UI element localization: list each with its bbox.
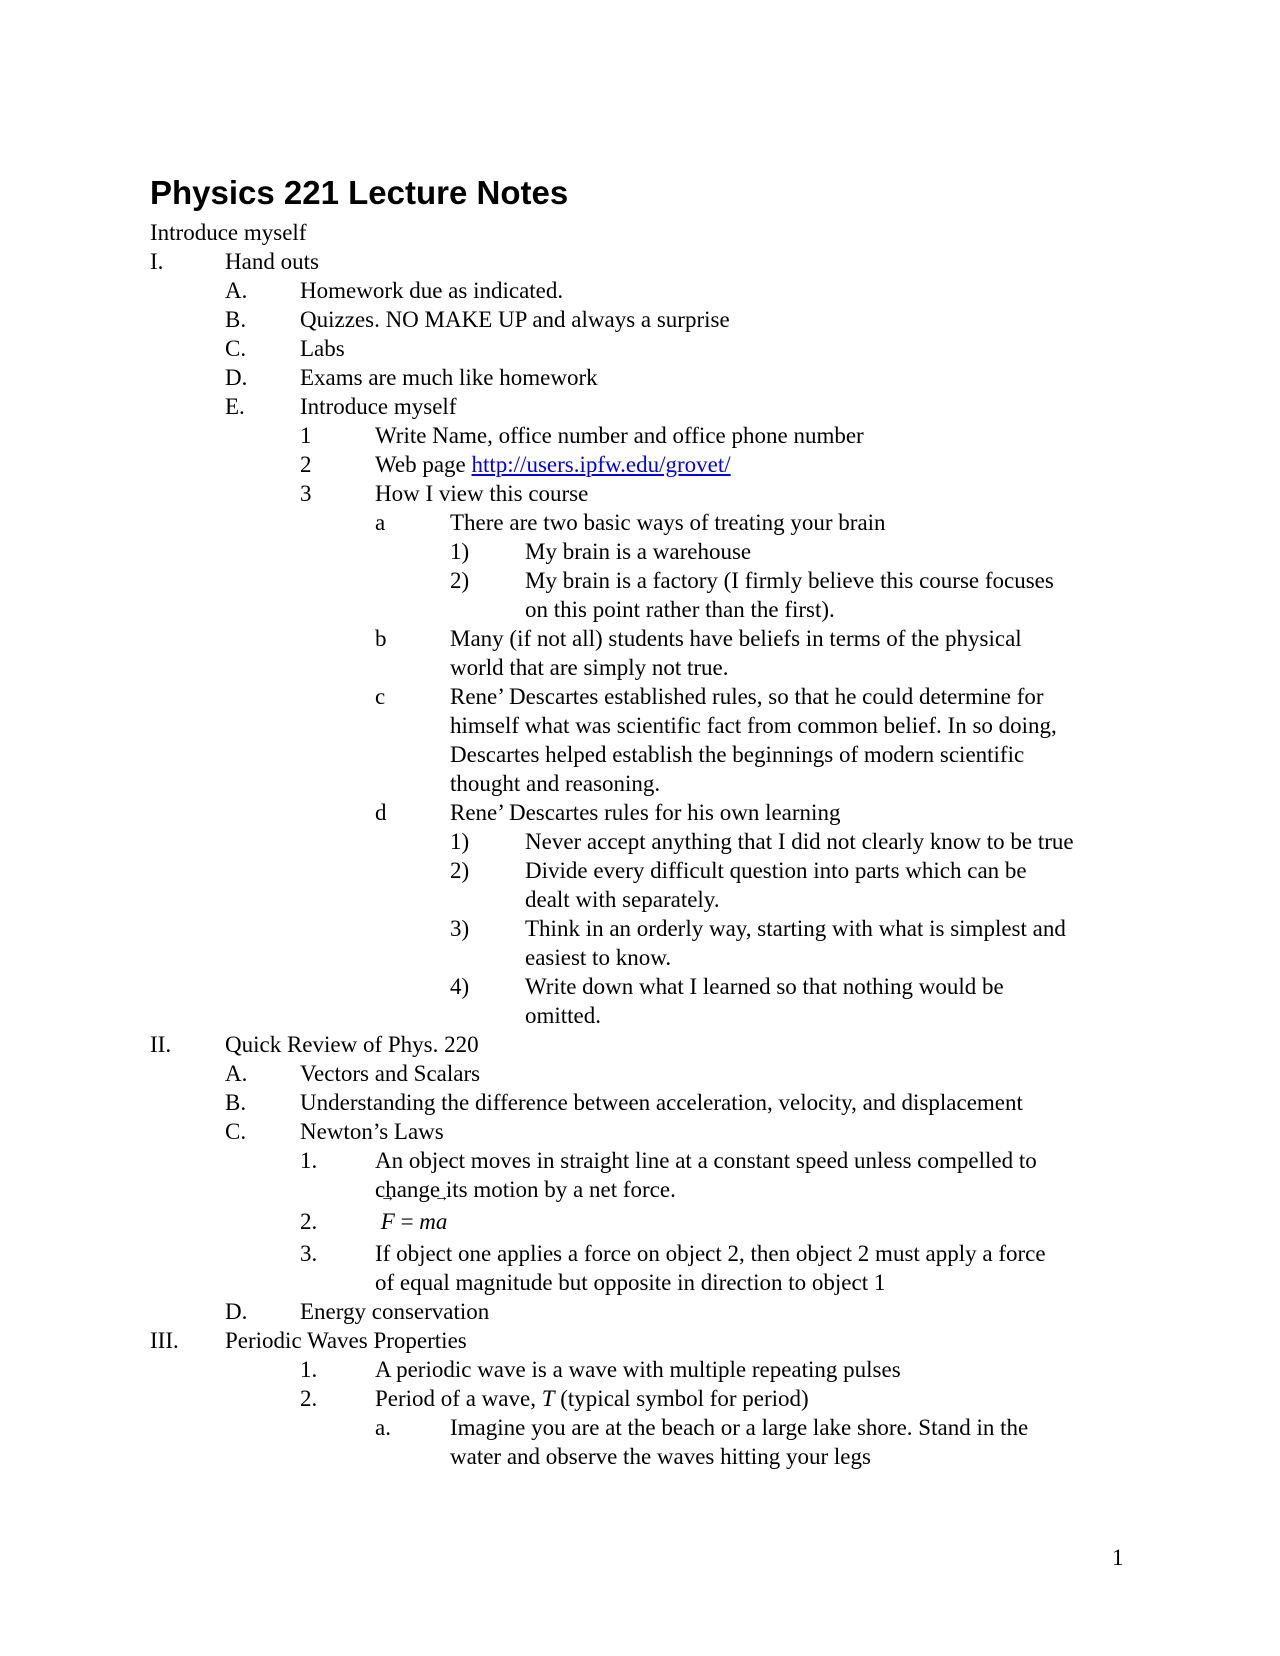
item-text: water and observe the waves hitting your legs bbox=[450, 1444, 871, 1469]
item-label: b bbox=[375, 626, 387, 651]
item-label: II. bbox=[150, 1032, 172, 1057]
item-text: My brain is a warehouse bbox=[525, 539, 752, 564]
item-text: My brain is a factory (I firmly believe this course focuses bbox=[525, 568, 1054, 593]
item-text: change its motion by a net force. bbox=[375, 1177, 676, 1202]
item-label: D. bbox=[225, 365, 248, 390]
item-text: Introduce myself bbox=[300, 394, 457, 419]
outline-item bbox=[0, 1413, 1280, 1442]
item-text: Write down what I learned so that nothing would be bbox=[525, 974, 1004, 999]
item-label: 3) bbox=[450, 916, 470, 941]
outline-item bbox=[0, 247, 1280, 276]
item-label: 4) bbox=[450, 974, 470, 999]
item-text: Introduce myself bbox=[150, 220, 307, 245]
item-text: Rene’ Descartes established rules, so that he could determine for bbox=[450, 684, 1044, 709]
outline-item bbox=[0, 1355, 1280, 1384]
period-text: Period of a wave, bbox=[375, 1386, 542, 1411]
item-label: 2. bbox=[300, 1209, 318, 1234]
item-text: thought and reasoning. bbox=[450, 771, 661, 796]
outline-item bbox=[0, 1117, 1280, 1146]
item-text: Descartes helped establish the beginnings of modern scientific bbox=[450, 742, 1025, 767]
outline-item bbox=[0, 1059, 1280, 1088]
item-text: easiest to know. bbox=[525, 945, 672, 970]
mass-symbol: m bbox=[419, 1209, 436, 1234]
outline-item bbox=[0, 1239, 1280, 1268]
item-text: Vectors and Scalars bbox=[300, 1061, 481, 1086]
item-text: If object one applies a force on object 2, then object 2 must apply a force bbox=[375, 1241, 1046, 1266]
page-number: 1 bbox=[1112, 1545, 1124, 1570]
item-text bbox=[375, 1384, 809, 1413]
period-symbol: T bbox=[541, 1386, 555, 1411]
outline-item bbox=[0, 566, 1280, 595]
item-text: Understanding the difference between acceleration, velocity, and displacement bbox=[300, 1090, 1023, 1115]
item-label: B. bbox=[225, 1090, 247, 1115]
outline-item bbox=[0, 305, 1280, 334]
outline-item bbox=[0, 1326, 1280, 1355]
item-label: 1) bbox=[450, 829, 470, 854]
item-text: Periodic Waves Properties bbox=[225, 1328, 467, 1353]
outline-continuation bbox=[0, 769, 1280, 798]
outline-item bbox=[0, 856, 1280, 885]
page-title: Physics 221 Lecture Notes bbox=[150, 174, 569, 211]
item-label: a bbox=[375, 510, 386, 535]
outline-item bbox=[0, 682, 1280, 711]
item-label: A. bbox=[225, 278, 248, 303]
item-text: Think in an orderly way, starting with what is simplest and bbox=[525, 916, 1066, 941]
outline-continuation bbox=[0, 595, 1280, 624]
web-page-link[interactable]: http://users.ipfw.edu/grovet/ bbox=[471, 452, 731, 477]
item-text: How I view this course bbox=[375, 481, 589, 506]
item-text: A periodic wave is a wave with multiple repeating pulses bbox=[375, 1357, 901, 1382]
item-label: D. bbox=[225, 1299, 248, 1324]
outline-continuation bbox=[0, 943, 1280, 972]
item-label: 1. bbox=[300, 1357, 318, 1382]
item-text: Quizzes. NO MAKE UP and always a surprise bbox=[300, 307, 730, 332]
item-label: III. bbox=[150, 1328, 179, 1353]
outline-continuation bbox=[0, 1268, 1280, 1297]
outline-item bbox=[0, 363, 1280, 392]
item-label: 2) bbox=[450, 568, 470, 593]
item-label: 1) bbox=[450, 539, 470, 564]
outline-item bbox=[0, 508, 1280, 537]
item-label: E. bbox=[225, 394, 245, 419]
item-text: Never accept anything that I did not clearly know to be true bbox=[525, 829, 1074, 854]
outline-item bbox=[0, 1297, 1280, 1326]
outline-item bbox=[0, 392, 1280, 421]
item-text: Hand outs bbox=[225, 249, 319, 274]
item-text: of equal magnitude but opposite in direction to object 1 bbox=[375, 1270, 886, 1295]
item-text: Divide every difficult question into parts which can be bbox=[525, 858, 1027, 883]
outline-item bbox=[0, 334, 1280, 363]
item-label: 2 bbox=[300, 452, 312, 477]
item-text: Newton’s Laws bbox=[300, 1119, 444, 1144]
outline-item bbox=[0, 624, 1280, 653]
item-label: C. bbox=[225, 336, 247, 361]
outline-continuation bbox=[0, 1001, 1280, 1030]
item-label: d bbox=[375, 800, 387, 825]
outline-continuation bbox=[0, 885, 1280, 914]
outline-item bbox=[0, 827, 1280, 856]
outline-item bbox=[0, 421, 1280, 450]
outline-item bbox=[0, 1030, 1280, 1059]
item-text: Many (if not all) students have beliefs in terms of the physical bbox=[450, 626, 1022, 651]
outline-continuation bbox=[0, 740, 1280, 769]
outline-item bbox=[0, 798, 1280, 827]
item-label: B. bbox=[225, 307, 247, 332]
item-text: Labs bbox=[300, 336, 345, 361]
outline-item bbox=[0, 1384, 1280, 1413]
outline-continuation bbox=[0, 1442, 1280, 1471]
outline-item bbox=[0, 479, 1280, 508]
outline-item bbox=[0, 450, 1280, 479]
item-label: 3. bbox=[300, 1241, 318, 1266]
outline-item bbox=[0, 537, 1280, 566]
item-text: omitted. bbox=[525, 1003, 602, 1028]
outline-item bbox=[0, 276, 1280, 305]
item-label: I. bbox=[150, 249, 164, 274]
item-text: Quick Review of Phys. 220 bbox=[225, 1032, 479, 1057]
item-text: Rene’ Descartes rules for his own learning bbox=[450, 800, 841, 825]
item-text: on this point rather than the first). bbox=[525, 597, 835, 622]
lecture-outline bbox=[0, 218, 1280, 1471]
item-text: An object moves in straight line at a constant speed unless compelled to bbox=[375, 1148, 1037, 1173]
item-label: c bbox=[375, 684, 386, 709]
equals-sign: = bbox=[394, 1209, 420, 1234]
outline-item bbox=[0, 1088, 1280, 1117]
item-text: Imagine you are at the beach or a large lake shore. Stand in the bbox=[450, 1415, 1029, 1440]
web-page-text: Web page bbox=[375, 452, 472, 477]
item-label: C. bbox=[225, 1119, 247, 1144]
item-text: Energy conservation bbox=[300, 1299, 490, 1324]
item-label: A. bbox=[225, 1061, 248, 1086]
item-text: world that are simply not true. bbox=[450, 655, 729, 680]
outline-continuation bbox=[0, 711, 1280, 740]
item-label: 3 bbox=[300, 481, 312, 506]
outline-item bbox=[0, 1146, 1280, 1175]
period-note: (typical symbol for period) bbox=[554, 1386, 809, 1411]
item-label: 2) bbox=[450, 858, 470, 883]
outline-item bbox=[0, 914, 1280, 943]
item-label: a. bbox=[375, 1415, 391, 1440]
outline-item bbox=[0, 972, 1280, 1001]
item-text: dealt with separately. bbox=[525, 887, 720, 912]
item-text: Write Name, office number and office phone number bbox=[375, 423, 864, 448]
acceleration-vector: → a bbox=[436, 1204, 448, 1239]
newton-second-law-formula bbox=[375, 1204, 447, 1239]
force-vector: → F bbox=[381, 1204, 395, 1239]
item-text: There are two basic ways of treating your brain bbox=[450, 510, 886, 535]
item-text: Exams are much like homework bbox=[300, 365, 598, 390]
item-text bbox=[375, 450, 731, 479]
item-label: 2. bbox=[300, 1386, 318, 1411]
outline-continuation bbox=[0, 653, 1280, 682]
outline-continuation bbox=[0, 1175, 1280, 1204]
outline-item bbox=[0, 1204, 1280, 1239]
item-label: 1. bbox=[300, 1148, 318, 1173]
item-label: 1 bbox=[300, 423, 312, 448]
outline-item bbox=[0, 218, 1280, 247]
item-text: Homework due as indicated. bbox=[300, 278, 564, 303]
item-text: himself what was scientific fact from common belief. In so doing, bbox=[450, 713, 1057, 738]
